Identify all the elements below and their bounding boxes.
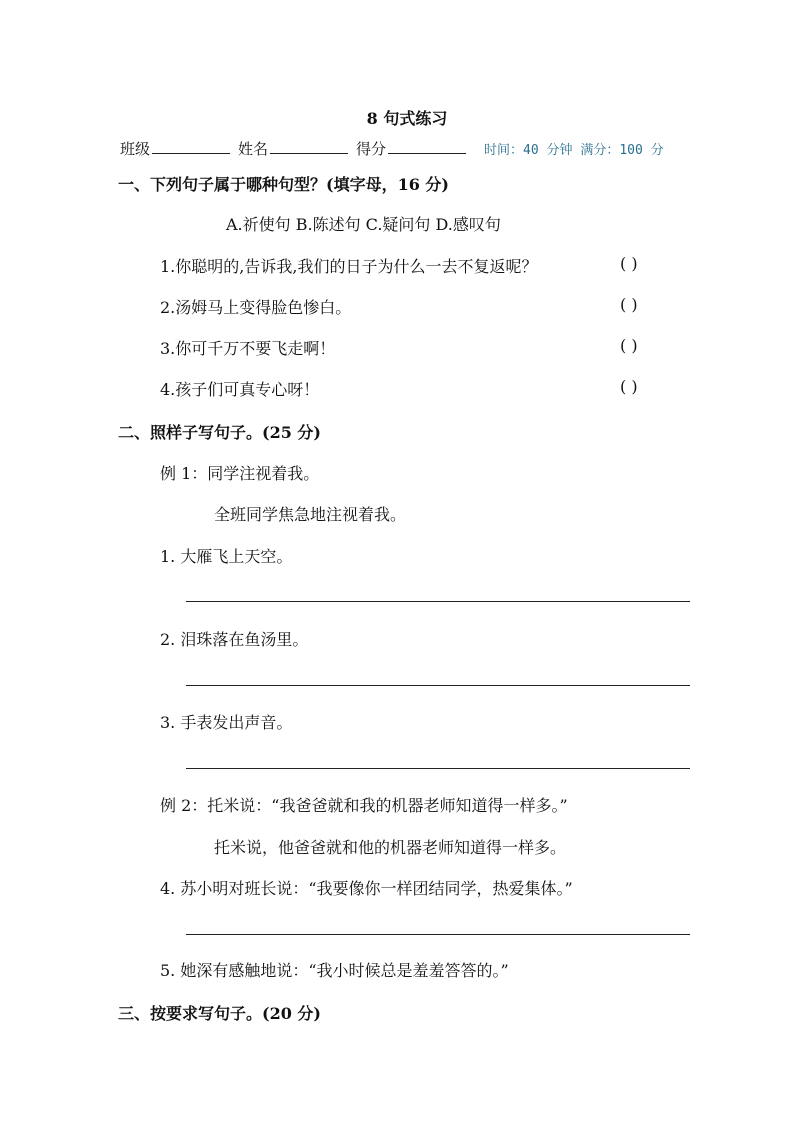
answer-line-3[interactable] (186, 768, 690, 769)
name-blank[interactable] (270, 138, 348, 154)
section1-heading: 一、下列句子属于哪种句型？(填字母，16 分) (118, 175, 449, 194)
score-label: 得分 (356, 140, 387, 158)
exam-meta: 时间：40 分钟 满分：100 分 (484, 143, 664, 158)
class-label: 班级 (120, 140, 151, 158)
section3-heading: 三、按要求写句子。(20 分) (118, 1004, 321, 1023)
rewrite-item-1: 1. 大雁飞上天空。 (160, 547, 293, 566)
example1-label: 例 1：同学注视着我。 (160, 464, 320, 483)
rewrite-item-2: 2. 泪珠落在鱼汤里。 (160, 630, 309, 649)
answer-paren-2[interactable]: ( ) (620, 295, 638, 314)
answer-line-1[interactable] (186, 601, 690, 602)
student-info-row (120, 138, 664, 159)
page-title: 8 句式练习 (366, 109, 448, 128)
answer-line-4[interactable] (186, 934, 690, 935)
section2-heading: 二、照样子写句子。(25 分) (118, 423, 321, 442)
answer-paren-4[interactable]: ( ) (620, 377, 638, 396)
example2-label: 例 2：托米说：“我爸爸就和我的机器老师知道得一样多。” (160, 796, 568, 815)
section1-options: A.祈使句 B.陈述句 C.疑问句 D.感叹句 (226, 215, 501, 234)
question-2: 2.汤姆马上变得脸色惨白。 (160, 298, 352, 317)
name-label: 姓名 (238, 140, 269, 158)
answer-paren-3[interactable]: ( ) (620, 336, 638, 355)
question-1: 1.你聪明的,告诉我,我们的日子为什么一去不复返呢？ (160, 257, 538, 276)
answer-paren-1[interactable]: ( ) (620, 254, 638, 273)
answer-line-2[interactable] (186, 685, 690, 686)
rewrite-item-4: 4. 苏小明对班长说：“我要像你一样团结同学，热爱集体。” (160, 879, 573, 898)
example2-answer: 托米说，他爸爸就和他的机器老师知道得一样多。 (214, 838, 567, 857)
question-3: 3.你可千万不要飞走啊！ (160, 339, 336, 358)
rewrite-item-5: 5. 她深有感触地说：“我小时候总是羞羞答答的。” (160, 961, 509, 980)
question-4: 4.孩子们可真专心呀！ (160, 380, 320, 399)
score-blank[interactable] (388, 138, 466, 154)
rewrite-item-3: 3. 手表发出声音。 (160, 713, 293, 732)
class-blank[interactable] (152, 138, 230, 154)
example1-answer: 全班同学焦急地注视着我。 (214, 505, 407, 524)
